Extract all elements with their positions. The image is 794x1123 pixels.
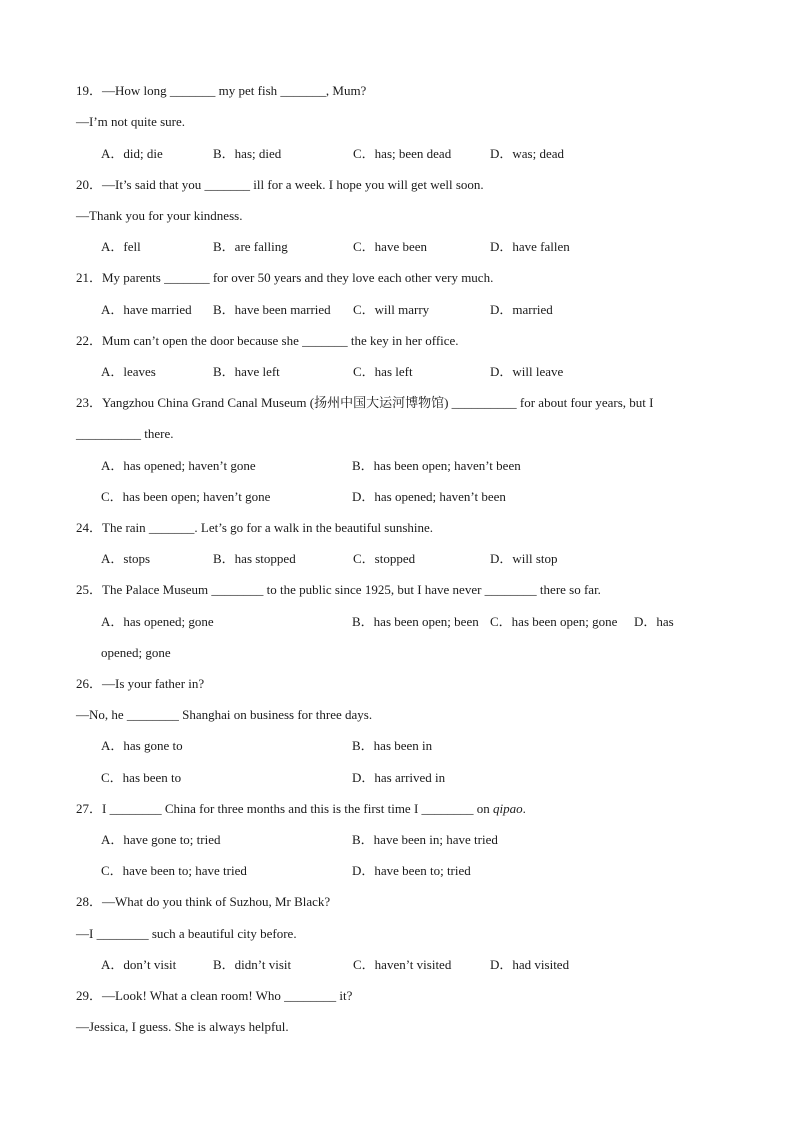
option-b: B．have been in; have tried [352,832,498,847]
question-29-stem: 29．—Look! What a clean room! Who ________ it? [76,988,353,1003]
option-c: C．has been to [101,770,182,785]
option-c: C．has been open; gone [490,614,618,629]
option-c: C．haven’t visited [353,957,452,972]
option-b: B．has been open; been [352,614,479,629]
option-a: A．has opened; haven’t gone [101,458,256,473]
question-29-reply: —Jessica, I guess. She is always helpful. [76,1019,289,1034]
question-22-stem: 22．Mum can’t open the door because she _______ the key in her office. [76,333,459,348]
option-c: C．has left [353,364,413,379]
option-d: D．has [634,614,674,629]
question-27-stem-text: 27．I ________ China for three months and this is the first time I ________ on [76,801,494,816]
option-a: A．stops [101,551,151,566]
option-c: C．has been open; haven’t gone [101,489,271,504]
option-d: D．will stop [490,551,558,566]
option-d: D．had visited [490,957,570,972]
question-19-reply: —I’m not quite sure. [76,114,186,129]
option-d: D．married [490,302,553,317]
question-21-stem: 21．My parents _______ for over 50 years and they love each other very much. [76,270,494,285]
option-b: B．has; died [213,146,282,161]
option-d-continued: opened; gone [101,645,171,660]
question-28-reply: —I ________ such a beautiful city before. [76,926,297,941]
question-23-stem: 23．Yangzhou China Grand Canal Museum (扬州中国大运河博物馆) __________ for about four years, but I [76,395,654,410]
option-d: D．will leave [490,364,564,379]
option-a: A．don’t visit [101,957,177,972]
option-a: A．have married [101,302,192,317]
question-27-stem-italic: qipao [493,801,523,816]
option-a: A．did; die [101,146,163,161]
question-26-stem: 26．—Is your father in? [76,676,205,691]
question-28-stem: 28．—What do you think of Suzhou, Mr Black? [76,894,331,909]
option-a: A．has gone to [101,738,183,753]
question-23-stem-continued: __________ there. [76,426,174,441]
question-27-stem [76,800,526,818]
option-a: A．leaves [101,364,156,379]
option-d: D．has arrived in [352,770,446,785]
option-b: B．has been in [352,738,433,753]
option-b: B．didn’t visit [213,957,292,972]
option-a: A．fell [101,239,141,254]
question-24-stem: 24．The rain _______. Let’s go for a walk in the beautiful sunshine. [76,520,434,535]
option-d: D．have been to; tried [352,863,471,878]
question-27-stem-end: . [522,801,526,816]
option-d: D．was; dead [490,146,565,161]
option-a: A．have gone to; tried [101,832,221,847]
option-d: D．has opened; haven’t been [352,489,506,504]
option-c: C．have been [353,239,428,254]
option-c: C．stopped [353,551,416,566]
option-d: D．have fallen [490,239,570,254]
question-20-stem: 20．—It’s said that you _______ ill for a week. I hope you will get well soon. [76,177,484,192]
question-20-reply: —Thank you for your kindness. [76,208,243,223]
option-a: A．has opened; gone [101,614,214,629]
question-25-stem: 25．The Palace Museum ________ to the public since 1925, but I have never ________ there so far. [76,582,601,597]
option-b: B．have left [213,364,280,379]
option-c: C．will marry [353,302,430,317]
option-c: C．have been to; have tried [101,863,247,878]
option-b: B．are falling [213,239,288,254]
option-b: B．has been open; haven’t been [352,458,521,473]
option-b: B．has stopped [213,551,296,566]
question-26-reply: —No, he ________ Shanghai on business for three days. [76,707,373,722]
option-c: C．has; been dead [353,146,452,161]
question-19-stem: 19．—How long _______ my pet fish _______, Mum? [76,83,367,98]
option-b: B．have been married [213,302,331,317]
